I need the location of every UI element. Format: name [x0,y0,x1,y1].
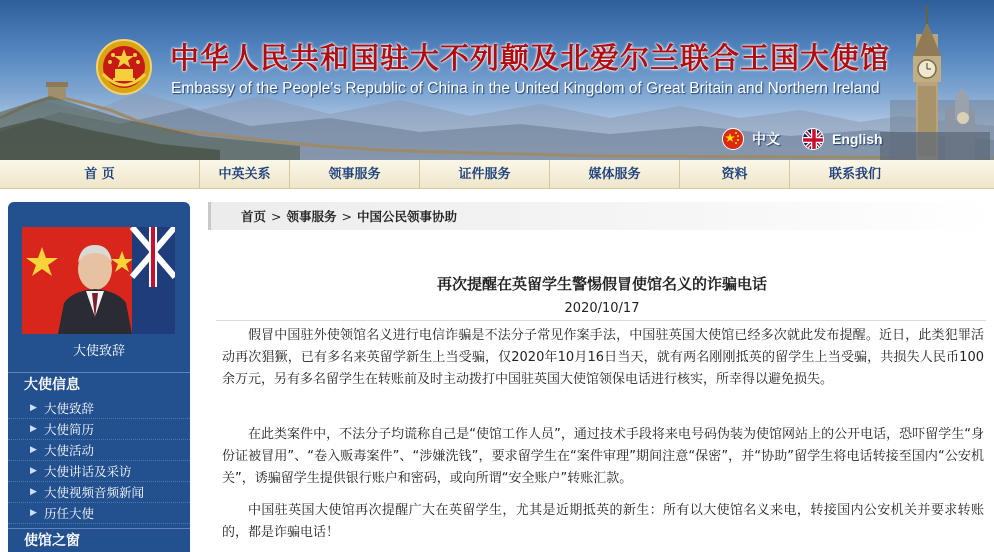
arrow-bullet-icon: ▶ [30,445,37,455]
sidebar-item-label: 大使视频音频新闻 [44,485,145,500]
arrow-bullet-icon: ▶ [30,403,37,413]
nav-item-china-uk-relations[interactable]: 中英关系 [200,160,290,189]
article-paragraph: 中国驻英国大使馆再次提醒广大在英留学生，尤其是近期抵英的新生：所有以大使馆名义来电，转接国内公安机关并要求转账的，都是诈骗电话！ [222,503,984,540]
sidebar-item-video-audio-news[interactable] [8,482,190,503]
sidebar-item-label: 大使简历 [44,422,95,437]
arrow-bullet-icon: ▶ [30,508,37,518]
ambassador-speech-link[interactable]: 大使致辞 [72,344,125,359]
sidebar-item-speeches-interviews[interactable] [8,461,190,482]
language-english-link[interactable] [802,128,883,150]
sidebar-item-ambassador-speech[interactable] [8,398,190,419]
sidebar [8,202,190,552]
sidebar-item-ambassador-activities[interactable] [8,440,190,461]
nav-item-resources[interactable]: 资料 [680,160,790,189]
article-date: 2020/10/17 [564,301,640,316]
language-chinese-link[interactable] [722,128,780,150]
nav-item-media-services[interactable]: 媒体服务 [550,160,680,189]
arrow-bullet-icon: ▶ [30,466,37,476]
sidebar-item-former-ambassadors[interactable] [8,503,190,524]
sidebar-item-ambassador-resume[interactable] [8,419,190,440]
sidebar-section-embassy-window[interactable]: 使馆之窗 [8,528,190,552]
article-paragraph: 假冒中国驻外使领馆名义进行电信诈骗是不法分子常见作案手法，中国驻英国大使馆已经多次就此发布提醒。近日，此类犯罪活动再次猖獗，已有多名来英留学新生上当受骗，仅2020年10月16日当天，就有两名刚刚抵英的留学生上当受骗，共损失人民币100余万元，另有多名留学生在转账前及时主动拨打中国驻英国大使馆领保电话进行核实，所幸得以避免损失。 [222,328,984,387]
sidebar-item-label: 大使讲话及采访 [44,464,132,479]
nav-item-document-services[interactable]: 证件服务 [420,160,550,189]
article-title: 再次提醒在英留学生警惕假冒使馆名义的诈骗电话 [436,275,767,293]
sidebar-section-ambassador-info[interactable]: 大使信息 [8,372,190,396]
embassy-title-en: Embassy of the People's Republic of China in the United Kingdom of Great Britain and Northern Ireland [171,80,880,97]
breadcrumb-separator: > [341,208,352,224]
article-paragraph: 在此类案件中，不法分子均谎称自己是“使馆工作人员”，通过技术手段将来电号码伪装为使馆网站上的公开电话，恐吓留学生“身份证被冒用”、“卷入贩毒案件”、“涉嫌洗钱”，要求留学生在“案件审理”期间注意“保密”，并“协助”留学生将电话转接至国内“公安机关”，诱骗留学生提供银行账户和密码，或向所谓“安全账户”转账汇款。 [222,427,984,486]
arrow-bullet-icon: ▶ [30,424,37,434]
embassy-title-cn: 中华人民共和国驻大不列颠及北爱尔兰联合王国大使馆 [170,41,891,75]
sidebar-item-label: 历任大使 [44,506,95,521]
sidebar-item-label: 大使致辞 [44,401,95,416]
nav-item-contact-us[interactable]: 联系我们 [828,166,881,182]
sidebar-item-label: 大使活动 [44,443,95,458]
nav-item-home[interactable]: 首 页 [0,160,200,189]
breadcrumb-home[interactable]: 首页 [241,209,267,224]
national-emblem-icon [95,38,153,96]
china-flag-icon [722,128,744,150]
language-english-label: English [832,131,883,147]
breadcrumb-separator: > [271,208,282,224]
arrow-bullet-icon: ▶ [30,487,37,497]
header-banner [0,0,994,160]
language-chinese-label: 中文 [752,131,780,147]
nav-item-consular-services[interactable]: 领事服务 [290,160,420,189]
ambassador-portrait[interactable] [22,227,175,334]
breadcrumb [208,202,994,230]
uk-flag-icon [802,128,824,150]
article-divider [216,320,986,321]
breadcrumb-consular-assistance[interactable]: 中国公民领事协助 [357,209,458,224]
main-nav [0,160,994,189]
breadcrumb-consular-services[interactable]: 领事服务 [286,209,337,224]
